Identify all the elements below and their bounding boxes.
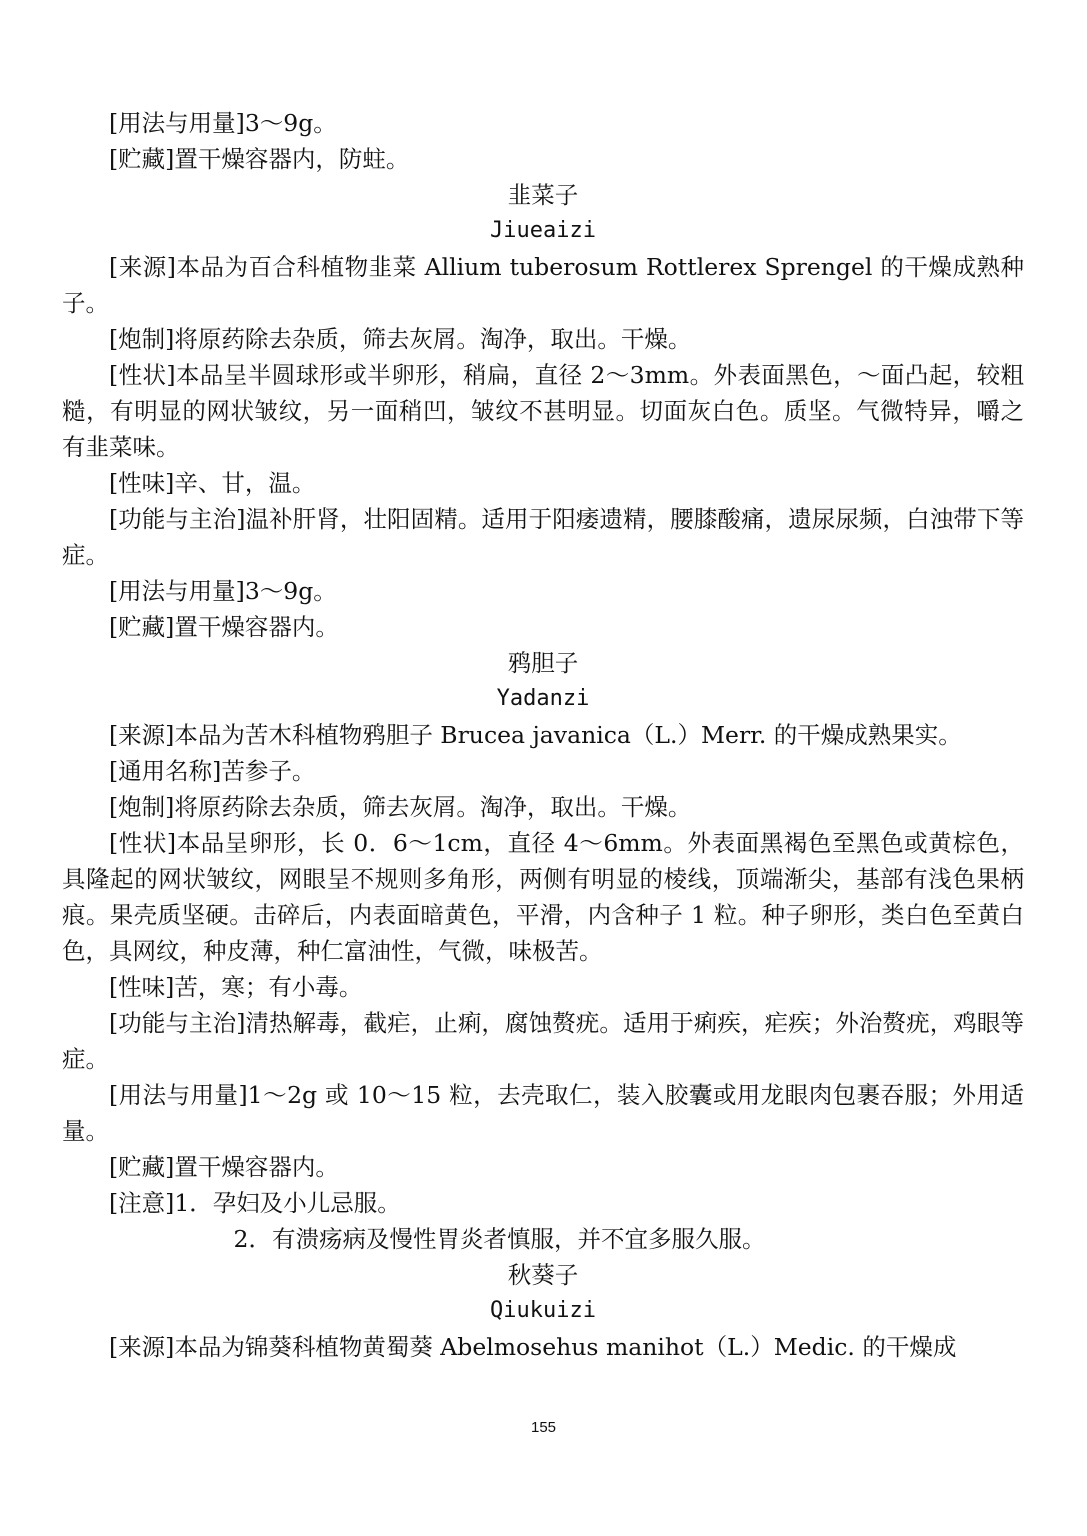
paragraph: [贮藏]置干燥容器内。 <box>109 613 339 641</box>
entry-title: 秋葵子 <box>507 1261 579 1289</box>
paragraph: [用法与用量]3～9g。 <box>109 577 337 605</box>
page-content <box>62 105 1024 1365</box>
paragraph: [功能与主治]清热解毒，截疟，止痢，腐蚀赘疣。适用于痢疾，疟疾；外治赘疣，鸡眼等症。 <box>62 1009 1024 1073</box>
paragraph: [用法与用量]1～2g 或 10～15 粒，去壳取仁，装入胶囊或用龙眼肉包裹吞服；外用适量。 <box>62 1081 1024 1145</box>
paragraph: [来源]本品为百合科植物韭菜 Allium tuberosum Rottlerex Sprengel 的干燥成熟种子。 <box>62 253 1024 317</box>
paragraph: [贮藏]置干燥容器内。 <box>109 1153 339 1181</box>
paragraph: [注意]1．孕妇及小儿忌服。 <box>109 1189 401 1217</box>
page-number: 155 <box>530 1419 557 1436</box>
paragraph: [功能与主治]温补肝肾，壮阳固精。适用于阳痿遗精，腰膝酸痛，遗尿尿频，白浊带下等症。 <box>62 505 1024 569</box>
paragraph: [通用名称]苦参子。 <box>109 757 316 785</box>
entry-pinyin: Qiukuizi <box>490 1298 596 1323</box>
entry-pinyin: Yadanzi <box>496 686 590 711</box>
entry-title: 韭菜子 <box>507 181 579 209</box>
paragraph: [来源]本品为锦葵科植物黄蜀葵 Abelmosehus manihot（L.）Medic. 的干燥成 <box>109 1333 957 1361</box>
paragraph: [性味]辛、甘，温。 <box>109 469 316 497</box>
paragraph: [性味]苦，寒；有小毒。 <box>109 973 363 1001</box>
paragraph: [性状]本品呈半圆球形或半卵形，稍扁，直径 2～3mm。外表面黑色，～面凸起，较粗糙，有明显的网状皱纹，另一面稍凹，皱纹不甚明显。切面灰白色。质坚。气微特异，嚼之有韭菜味。 <box>62 361 1024 461</box>
paragraph: [来源]本品为苦木科植物鸦胆子 Brucea javanica（L.）Merr. 的干燥成熟果实。 <box>109 721 962 749</box>
paragraph: [用法与用量]3～9g。 <box>109 109 337 137</box>
paragraph: [贮藏]置干燥容器内，防蛀。 <box>109 145 410 173</box>
entry-title: 鸦胆子 <box>507 649 579 677</box>
paragraph: [炮制]将原药除去杂质，筛去灰屑。淘净，取出。干燥。 <box>109 793 692 821</box>
note-item: 2．有溃疡病及慢性胃炎者慎服，并不宜多服久服。 <box>233 1225 766 1253</box>
entry-pinyin: Jiueaizi <box>490 218 596 243</box>
paragraph: [炮制]将原药除去杂质，筛去灰屑。淘净，取出。干燥。 <box>109 325 692 353</box>
paragraph: [性状]本品呈卵形，长 0．6～1cm，直径 4～6mm。外表面黑褐色至黑色或黄棕色，具隆起的网状皱纹，网眼呈不规则多角形，两侧有明显的棱线，顶端渐尖，基部有浅色果柄痕。果壳质坚硬。击碎后，内表面暗黄色，平滑，内含种子 1 粒。种子卵形，类白色至黄白色，具网纹，种皮薄，种仁富油性，气微，味极苦。 <box>62 829 1024 965</box>
